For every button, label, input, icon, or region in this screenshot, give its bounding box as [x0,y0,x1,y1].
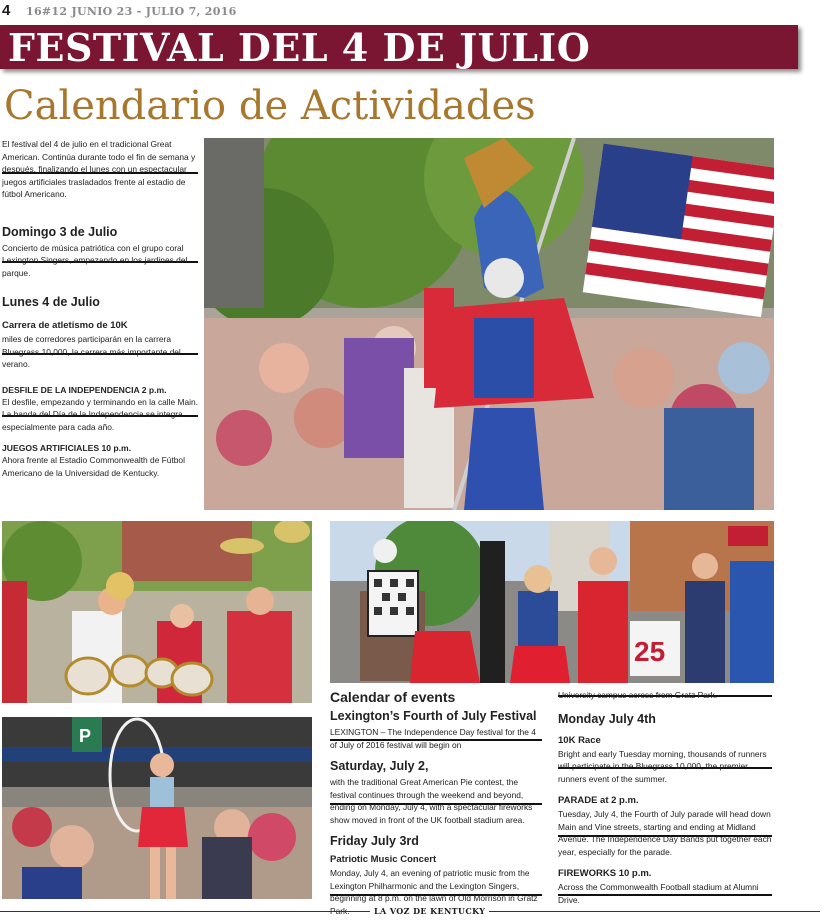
banner-title: FESTIVAL DEL 4 DE JULIO [8,25,591,70]
spanish-sunday-text: Concierto de música patriótica con el grupo coral Lexington Singers, empezando en los jardines del parque. [2,242,198,280]
issue-date-line: 16#12 JUNIO 23 - JULIO 7, 2016 [26,5,237,18]
parking-sign: P [79,726,92,746]
race-text: Bright and early Tuesday morning, thousands of runners will participate in the Bluegrass 10,000, the premier runners event of the summer. [558,748,772,786]
photo-dancer-with-flag [204,138,774,510]
photo-drum-band [2,521,312,703]
publication-name: LA VOZ DE KENTUCKY [370,906,489,916]
parade-sign-number: 25 [634,636,666,667]
photo-hula-hoop-girl [2,717,312,899]
saturday-text: with the traditional Great American Pie contest, the festival continues through the weekend and beyond, ending on Monday, July 4, with a spectacular fireworks show moved in front of the UK football stadium area. [330,776,542,826]
race-heading: 10K Race [558,734,601,746]
fireworks-heading: FIREWORKS 10 p.m. [558,868,652,879]
spanish-sunday-heading: Domingo 3 de Julio [2,224,118,239]
page-number: 4 [2,2,11,19]
parade-heading: PARADE at 2 p.m. [558,795,639,806]
fireworks-text: Across the Commonwealth Football stadium at Alumni Drive. [558,881,772,906]
spanish-parade-heading: DESFILE DE LA INDEPENDENCIA 2 p.m. [2,384,167,395]
spanish-monday-heading: Lunes 4 de Julio [2,295,100,309]
monday-heading: Monday July 4th [558,711,656,726]
english-column-1 [330,689,542,921]
spanish-intro: El festival del 4 de julio en el tradicional Great American. Continúa durante todo el fin de semana y después, finalizando el lunes con un espectacular juegos artificiales trasladados frente al estadio de fútbol Americano. [2,138,198,201]
photo-parade-marchers [330,521,774,683]
university-text: University campus across from Gratz Park. [558,689,772,702]
section-title: Calendario de Actividades [4,83,536,129]
calendar-heading: Calendar of events [330,689,456,705]
festival-heading: Lexington’s Fourth of July Festival [330,709,537,723]
concert-heading: Patriotic Music Concert [330,854,437,865]
spanish-fireworks-text: Ahora frente al Estadio Commonwealth de Fútbol Americano de la Universidad de Kentucky. [2,455,185,478]
friday-heading: Friday July 3rd [330,834,419,848]
spanish-column [2,138,198,483]
english-column-2 [558,689,772,910]
spanish-parade-text: El desfile, empezando y terminando en la calle Main. La banda del Día de la Independencia se integra especialmente para cada año. [2,396,198,432]
parade-text: Tuesday, July 4, the Fourth of July parade will head down Main and Vine streets, starting and ending at Midland Avenue. The Independence Day Bands put together each year, especially for the parade. [558,809,772,857]
spanish-race-text: miles de corredores participarán en la carrera Bluegrass 10,000, la carrera más importante del verano. [2,333,198,371]
festival-text: LEXINGTON – The Independence Day festival for the 4 of July of 2016 festival will begin on [330,726,542,751]
spanish-race-heading: Carrera de atletismo de 10K [2,320,128,331]
concert-text: Monday, July 4, an evening of patriotic music from the Lexington Philharmonic and the Lexington Singers, beginning at 8 p.m. on the lawn of Old Morrison in Gratz [330,867,542,917]
spanish-fireworks-heading: JUEGOS ARTIFICIALES 10 p.m. [2,443,132,453]
saturday-heading: Saturday, July 2, [330,759,429,773]
